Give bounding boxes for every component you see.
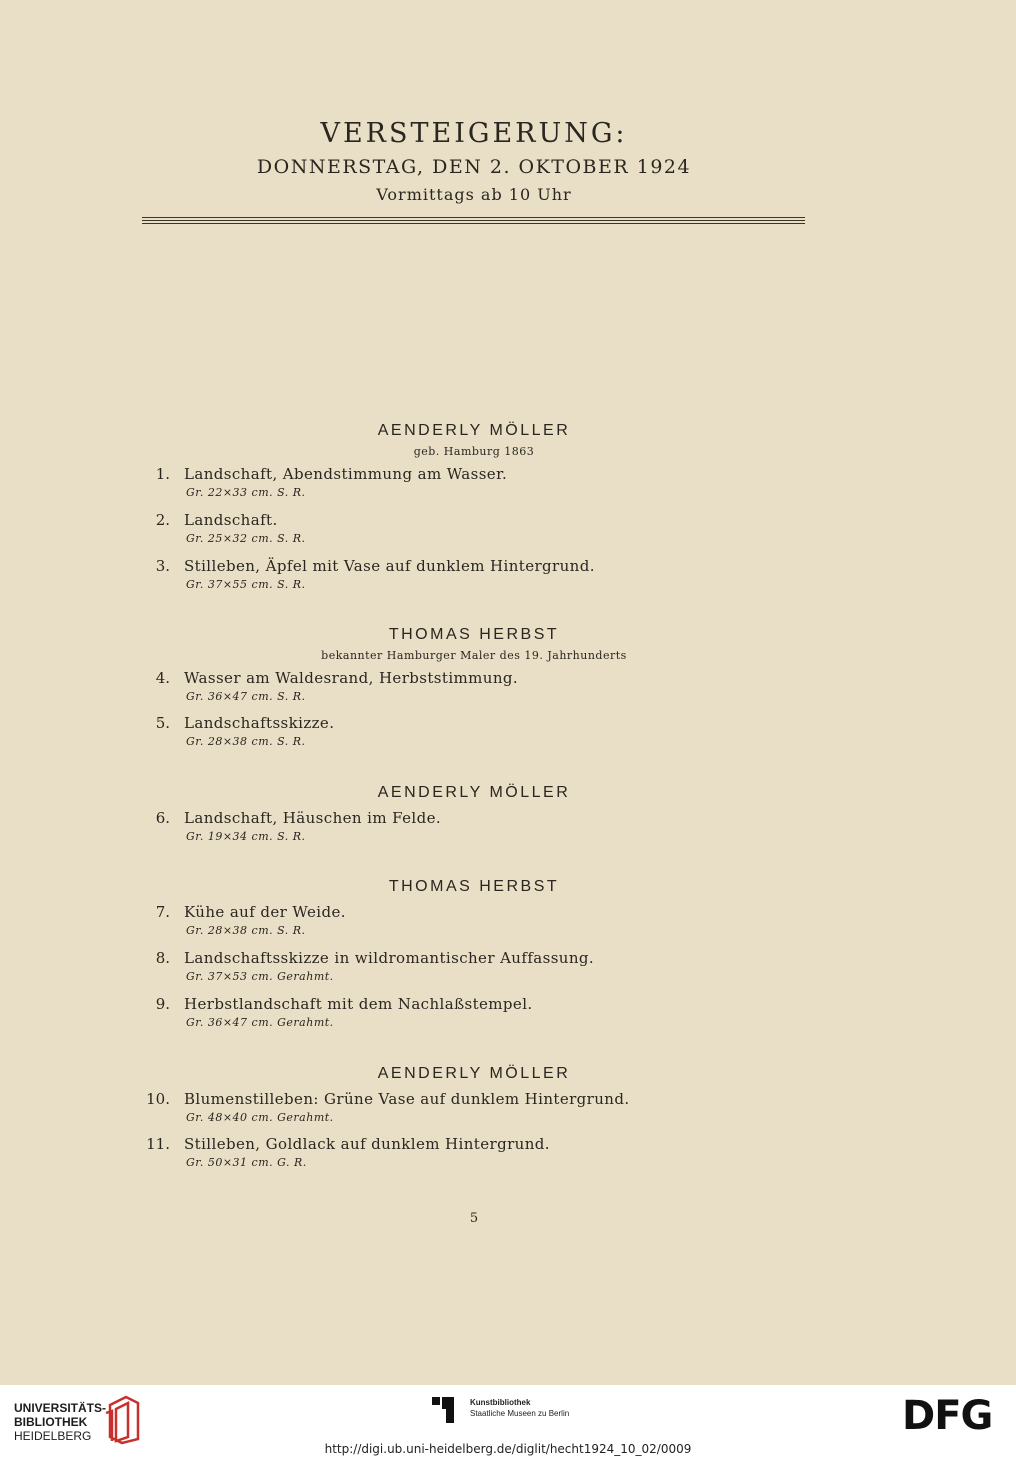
lot-title: Blumenstilleben: Grüne Vase auf dunklem Hintergrund. [184, 1090, 630, 1108]
lot-title: Landschaftsskizze. [184, 714, 335, 732]
lot-number: 1. [155, 465, 170, 483]
lot-dimensions: Gr. 28×38 cm. S. R. [186, 924, 306, 937]
lot-title: Wasser am Waldesrand, Herbststimmung. [184, 669, 519, 687]
lot-number: 4. [155, 669, 170, 687]
artist-heading: THOMAS HERBST [388, 626, 560, 643]
lot-number: 5. [155, 714, 170, 732]
ub-heidelberg-wordmark[interactable] [14, 1401, 106, 1443]
artist-heading: AENDERLY MÖLLER [377, 1065, 571, 1082]
lot-dimensions: Gr. 37×53 cm. Gerahmt. [186, 970, 334, 983]
lot-number: 7. [155, 903, 170, 921]
ub-logo-icon[interactable] [104, 1393, 144, 1445]
lot-number: 2. [155, 511, 170, 529]
ub-line-2: BIBLIOTHEK [14, 1415, 88, 1429]
lot-dimensions: Gr. 50×31 cm. G. R. [186, 1156, 307, 1169]
auction-title: VERSTEIGERUNG: [320, 118, 628, 149]
lot-dimensions: Gr. 25×32 cm. S. R. [186, 532, 306, 545]
lot-title: Stilleben, Äpfel mit Vase auf dunklem Hintergrund. [184, 557, 595, 575]
lot-number: 11. [146, 1135, 170, 1153]
ub-line-1: UNIVERSITÄTS- [14, 1401, 107, 1415]
lot-title: Landschaft, Häuschen im Felde. [184, 809, 442, 827]
lot-dimensions: Gr. 22×33 cm. S. R. [186, 486, 306, 499]
artist-heading: THOMAS HERBST [388, 878, 560, 895]
kb-line-1: Kunstbibliothek [470, 1398, 531, 1407]
lot-title: Landschaftsskizze in wildromantischer Auffassung. [184, 949, 595, 967]
ub-line-3: HEIDELBERG [14, 1429, 92, 1443]
lot-number: 9. [155, 995, 170, 1013]
lot-dimensions: Gr. 36×47 cm. S. R. [186, 690, 306, 703]
lot-number: 3. [155, 557, 170, 575]
lot-number: 8. [155, 949, 170, 967]
lot-title: Landschaft. [184, 511, 278, 529]
artist-heading: AENDERLY MÖLLER [377, 784, 571, 801]
lot-dimensions: Gr. 28×38 cm. S. R. [186, 735, 306, 748]
lot-number: 6. [155, 809, 170, 827]
dfg-logo[interactable]: DFG [902, 1393, 993, 1439]
header-rule-middle [142, 220, 805, 221]
kb-line-2: Staatliche Museen zu Berlin [470, 1409, 570, 1418]
lot-title: Landschaft, Abendstimmung am Wasser. [184, 465, 508, 483]
viewer-footer [0, 1385, 1016, 1459]
auction-date: DONNERSTAG, DEN 2. OKTOBER 1924 [256, 156, 692, 178]
kunstbibliothek-label [470, 1397, 569, 1419]
lot-title: Herbstlandschaft mit dem Nachlaßstempel. [184, 995, 533, 1013]
artist-note: geb. Hamburg 1863 [413, 445, 535, 458]
page-number: 5 [469, 1211, 479, 1226]
header-rule-bottom [142, 223, 805, 224]
kunstbibliothek-logo-icon[interactable] [432, 1395, 460, 1425]
lot-dimensions: Gr. 36×47 cm. Gerahmt. [186, 1016, 334, 1029]
artist-heading: AENDERLY MÖLLER [377, 422, 571, 439]
lot-number: 10. [146, 1090, 170, 1108]
auction-time: Vormittags ab 10 Uhr [376, 185, 572, 204]
artist-note: bekannter Hamburger Maler des 19. Jahrhunderts [321, 649, 627, 662]
lot-title: Kühe auf der Weide. [184, 903, 346, 921]
permalink-url[interactable]: http://digi.ub.uni-heidelberg.de/diglit/hecht1924_10_02/0009 [324, 1442, 692, 1456]
lot-dimensions: Gr. 19×34 cm. S. R. [186, 830, 306, 843]
lot-dimensions: Gr. 37×55 cm. S. R. [186, 578, 306, 591]
lot-dimensions: Gr. 48×40 cm. Gerahmt. [186, 1111, 334, 1124]
lot-title: Stilleben, Goldlack auf dunklem Hintergrund. [184, 1135, 550, 1153]
header-rule-top [142, 217, 805, 218]
